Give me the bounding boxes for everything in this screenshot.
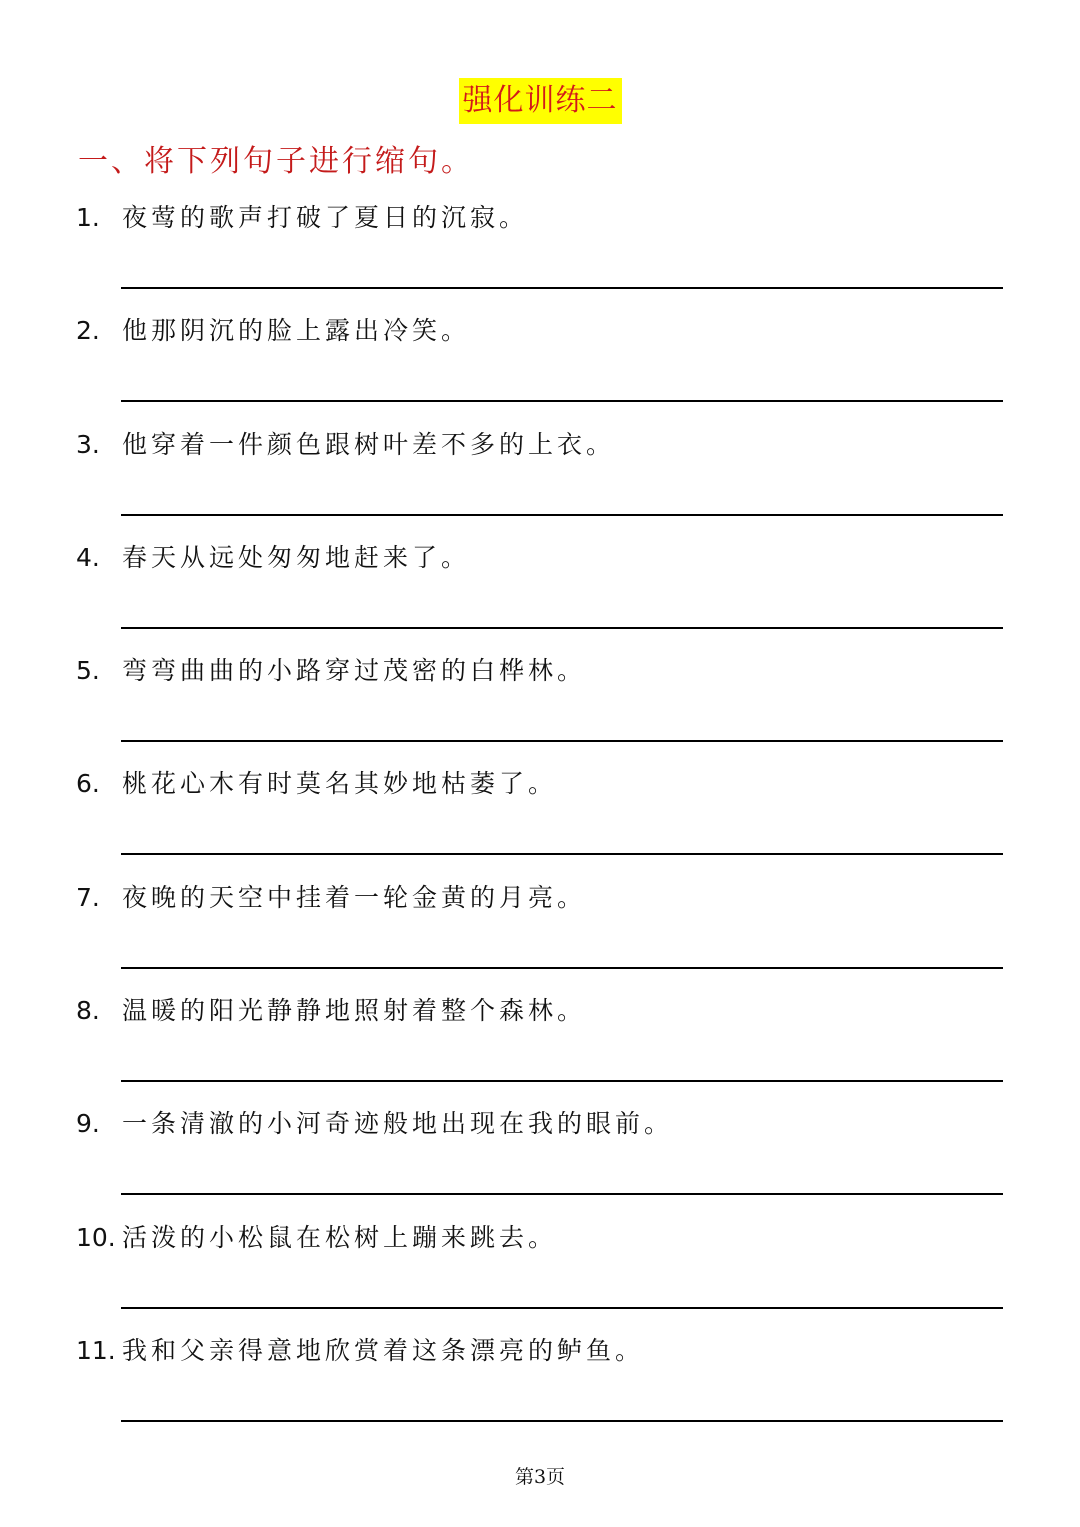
item-number: 10. [76, 1222, 116, 1252]
exercise-item [0, 303, 1080, 416]
exercise-item [0, 1323, 1080, 1436]
page-title: 强化训练二 [459, 78, 622, 124]
item-number: 5. [76, 656, 100, 686]
exercise-item [0, 417, 1080, 530]
page-number: 第3页 [514, 1466, 566, 1488]
section-heading: 一、将下列句子进行缩句。 [78, 144, 474, 179]
answer-line[interactable] [121, 853, 1003, 855]
item-sentence: 我和父亲得意地欣赏着这条漂亮的鲈鱼。 [122, 1335, 645, 1365]
exercise-item [0, 643, 1080, 756]
exercise-item [0, 1096, 1080, 1209]
answer-line[interactable] [121, 1080, 1003, 1082]
item-number: 7. [76, 882, 100, 912]
exercise-item [0, 190, 1080, 303]
item-number: 1. [76, 203, 100, 232]
item-sentence: 活泼的小松鼠在松树上蹦来跳去。 [122, 1222, 558, 1252]
answer-line[interactable] [121, 1307, 1003, 1309]
item-sentence: 弯弯曲曲的小路穿过茂密的白桦林。 [122, 656, 587, 686]
item-sentence: 一条清澈的小河奇迹般地出现在我的眼前。 [122, 1109, 674, 1139]
answer-line[interactable] [121, 1193, 1003, 1195]
item-number: 2. [76, 316, 100, 346]
answer-line[interactable] [121, 400, 1003, 402]
item-sentence: 他那阴沉的脸上露出冷笑。 [122, 316, 471, 346]
item-number: 9. [76, 1109, 100, 1139]
item-sentence: 春天从远处匆匆地赶来了。 [122, 542, 471, 572]
answer-line[interactable] [121, 1420, 1003, 1422]
answer-line[interactable] [121, 967, 1003, 969]
exercise-item [0, 983, 1080, 1096]
item-number: 11. [76, 1335, 116, 1365]
answer-line[interactable] [121, 514, 1003, 516]
answer-line[interactable] [121, 627, 1003, 629]
exercise-item [0, 870, 1080, 983]
title-container [0, 78, 1080, 124]
exercise-item [0, 1210, 1080, 1323]
item-number: 3. [76, 429, 100, 459]
item-number: 8. [76, 996, 100, 1026]
item-sentence: 温暖的阳光静静地照射着整个森林。 [122, 996, 587, 1026]
item-number: 4. [76, 542, 100, 572]
answer-line[interactable] [121, 287, 1003, 289]
item-sentence: 桃花心木有时莫名其妙地枯萎了。 [122, 769, 558, 799]
answer-line[interactable] [121, 740, 1003, 742]
item-sentence: 夜晚的天空中挂着一轮金黄的月亮。 [122, 882, 587, 912]
exercise-item [0, 756, 1080, 869]
item-sentence: 他穿着一件颜色跟树叶差不多的上衣。 [122, 429, 616, 459]
exercise-list [0, 190, 1080, 1436]
exercise-item [0, 530, 1080, 643]
item-number: 6. [76, 769, 100, 799]
item-sentence: 夜莺的歌声打破了夏日的沉寂。 [122, 203, 529, 232]
